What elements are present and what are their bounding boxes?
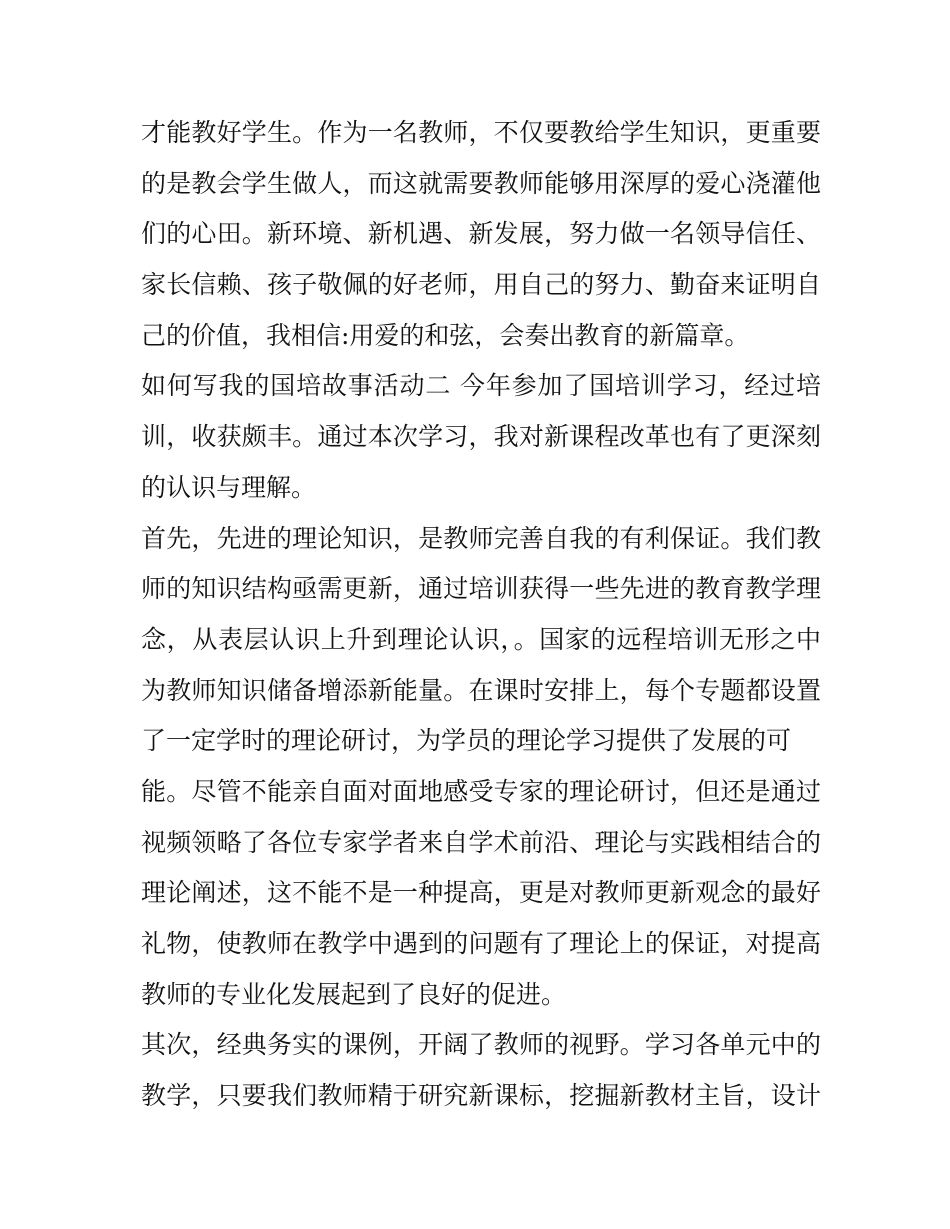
text-line: 理论阐述，这不能不是一种提高，更是对教师更新观念的最好 bbox=[141, 878, 821, 908]
text-line: 家长信赖、孩子敬佩的好老师，用自己的努力、勤奋来证明自 bbox=[141, 270, 821, 300]
text-line: 教学，只要我们教师精于研究新课标，挖掘新教材主旨，设计 bbox=[141, 1081, 821, 1111]
text-line: 的是教会学生做人，而这就需要教师能够用深厚的爱心浇灌他 bbox=[141, 168, 821, 198]
text-line: 们的心田。新环境、新机遇、新发展，努力做一名领导信任、 bbox=[141, 219, 821, 249]
text-line: 首先，先进的理论知识，是教师完善自我的有利保证。我们教 bbox=[141, 523, 821, 553]
text-line: 训，收获颇丰。通过本次学习，我对新课程改革也有了更深刻 bbox=[141, 422, 821, 452]
text-line: 礼物，使教师在教学中遇到的问题有了理论上的保证，对提高 bbox=[141, 929, 821, 958]
text-line: 如何写我的国培故事活动二 今年参加了国培训学习，经过培 bbox=[141, 371, 821, 401]
text-line: 师的知识结构亟需更新，通过培训获得一些先进的教育教学理 bbox=[141, 574, 821, 604]
text-line: 的认识与理解。 bbox=[141, 472, 317, 502]
text-line: 视频领略了各位专家学者来自学术前沿、理论与实践相结合的 bbox=[141, 827, 821, 857]
text-line: 为教师知识储备增添新能量。在课时安排上，每个专题都设置 bbox=[141, 675, 821, 705]
text-line: 己的价值，我相信:用爱的和弦，会奏出教育的新篇章。 bbox=[141, 320, 750, 350]
text-line: 了一定学时的理论研讨，为学员的理论学习提供了发展的可 bbox=[141, 726, 792, 756]
text-line: 能。尽管不能亲自面对面地感受专家的理论研讨，但还是通过 bbox=[141, 776, 821, 806]
text-line: 其次，经典务实的课例，开阔了教师的视野。学习各单元中的 bbox=[141, 1030, 821, 1060]
text-line: 才能教好学生。作为一名教师，不仅要教给学生知识，更重要 bbox=[141, 118, 821, 147]
document-body bbox=[141, 108, 821, 1122]
text-line: 教师的专业化发展起到了良好的促进。 bbox=[141, 979, 567, 1009]
text-line: 念，从表层认识上升到理论认识，。国家的远程培训无形之中 bbox=[141, 624, 821, 654]
